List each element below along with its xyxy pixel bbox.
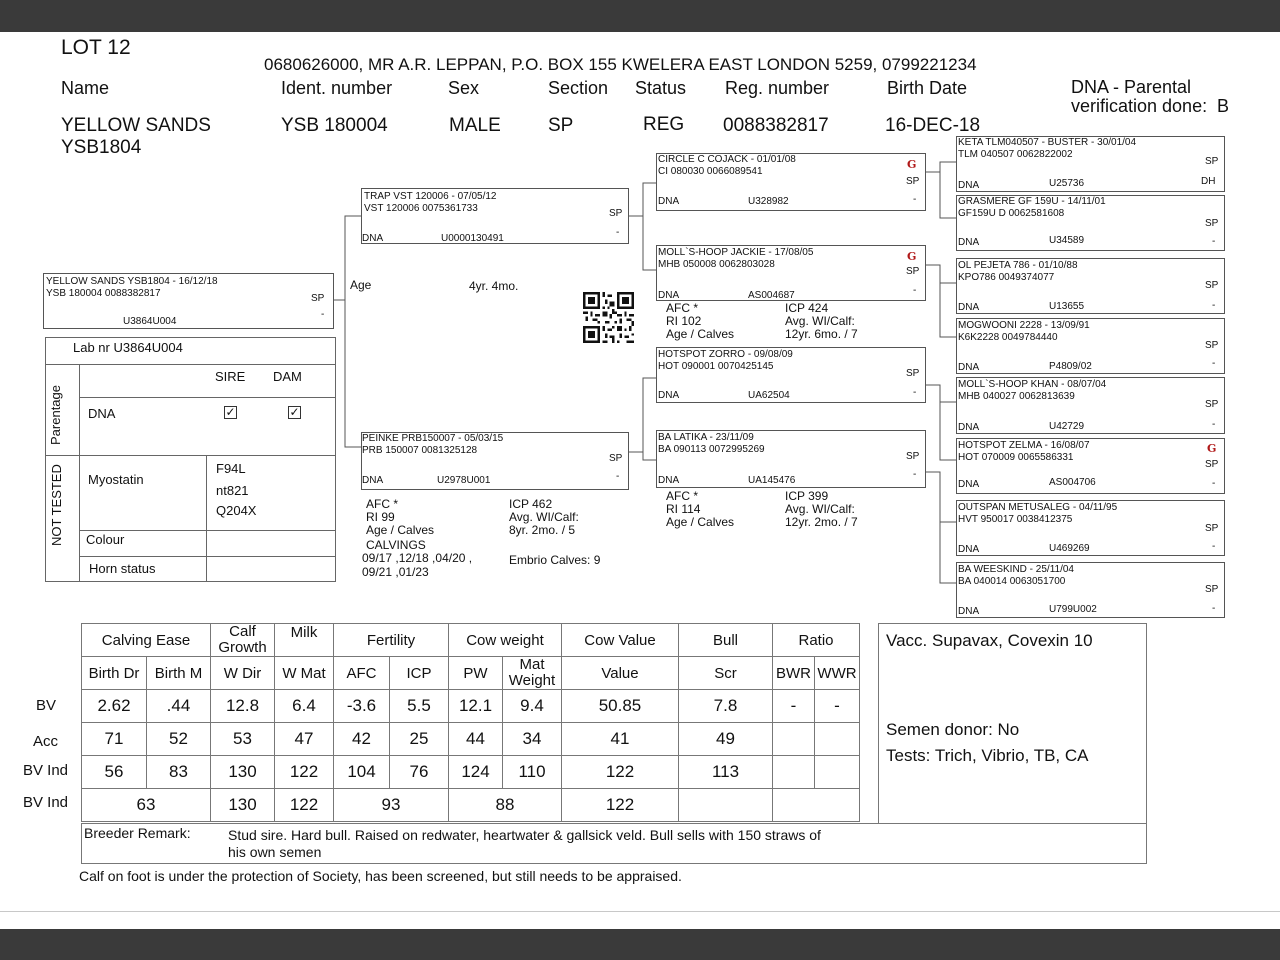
g1-title: KETA TLM040507 - BUSTER - 30/01/04 bbox=[958, 137, 1137, 148]
gp-box-7 bbox=[956, 500, 1225, 556]
group-cow-weight: Cow weight bbox=[449, 624, 562, 657]
parentage-label: Parentage bbox=[48, 385, 63, 445]
vaccination-info: Vacc. Supavax, Covexin 10 bbox=[886, 631, 1093, 650]
bv-cell: 6.4 bbox=[275, 690, 334, 723]
acc-row bbox=[82, 723, 860, 756]
col-reg: Reg. number bbox=[725, 78, 830, 98]
acc-cell: 71 bbox=[82, 723, 147, 756]
dam-dash: - bbox=[616, 471, 620, 482]
dd-wcalf: Avg. WI/Calf: bbox=[785, 502, 855, 516]
myostatin-q204x: Q204X bbox=[216, 503, 257, 518]
ds-section: SP bbox=[906, 368, 920, 379]
g2-section: SP bbox=[1205, 218, 1219, 229]
acc-cell: 34 bbox=[503, 723, 562, 756]
sd-section: SP bbox=[906, 266, 920, 277]
sub-scr: Scr bbox=[679, 657, 773, 690]
top-bar bbox=[0, 0, 1280, 32]
row-label-bv: BV bbox=[36, 697, 57, 714]
g5-dna: U42729 bbox=[1049, 421, 1085, 432]
group-bull: Bull bbox=[679, 624, 773, 657]
sire-column-label: SIRE bbox=[215, 369, 246, 384]
g4-section: SP bbox=[1205, 340, 1219, 351]
not-tested-label: NOT TESTED bbox=[49, 464, 64, 546]
ss-dna: U328982 bbox=[748, 196, 789, 207]
sire-dna-label: DNA bbox=[362, 233, 384, 244]
animal-section: SP bbox=[548, 115, 574, 136]
bv-sub-header-row bbox=[82, 657, 860, 690]
g7-title: OUTSPAN METUSALEG - 04/11/95 bbox=[958, 502, 1118, 513]
owner-details: 0680626000, MR A.R. LEPPAN, P.O. BOX 155 KWELERA EAST LONDON 5259, 0799221234 bbox=[264, 55, 977, 74]
sire-box bbox=[361, 188, 629, 244]
bv-ind-cell: 83 bbox=[147, 756, 211, 789]
g6-section: SP bbox=[1205, 459, 1219, 470]
sd-dna: AS004687 bbox=[748, 290, 795, 301]
breeder-remark-line-1: Stud sire. Hard bull. Raised on redwater, heartwater & gallsick veld. Bull sells with 150 straws of bbox=[228, 827, 821, 843]
sire-dam-box bbox=[656, 245, 926, 301]
bv-cell: 2.62 bbox=[82, 690, 147, 723]
lab-number: Lab nr U3864U004 bbox=[73, 340, 183, 355]
g3-ids: KPO786 0049374077 bbox=[958, 272, 1055, 283]
colour-label: Colour bbox=[86, 532, 125, 547]
acc-cell: 52 bbox=[147, 723, 211, 756]
sd-ri: RI 102 bbox=[666, 314, 702, 328]
gp-box-5 bbox=[956, 377, 1225, 434]
sd-icp: ICP 424 bbox=[785, 301, 829, 315]
group-fertility: Fertility bbox=[334, 624, 449, 657]
bv-ind-cell: 122 bbox=[275, 756, 334, 789]
bv-ind-cell: 104 bbox=[334, 756, 390, 789]
self-pedigree-box bbox=[43, 273, 334, 329]
breed-logo-icon: G bbox=[1207, 442, 1217, 455]
col-name: Name bbox=[61, 78, 110, 98]
bv-ind-group-cell: 122 bbox=[562, 789, 679, 822]
dam-dna-checkbox: ✓ bbox=[289, 405, 300, 419]
dam-icp: ICP 462 bbox=[509, 497, 553, 511]
myostatin-f94l: F94L bbox=[216, 461, 246, 476]
gp-box-1 bbox=[956, 136, 1225, 192]
bv-cell: - bbox=[815, 690, 860, 723]
animal-name-2: YSB1804 bbox=[61, 137, 142, 158]
dam-calvings-label: CALVINGS bbox=[366, 538, 426, 552]
dam-title: PEINKE PRB150007 - 05/03/15 bbox=[362, 433, 504, 444]
bv-ind-cell: 110 bbox=[503, 756, 562, 789]
g6-ids: HOT 070009 0065586331 bbox=[958, 452, 1074, 463]
col-birth: Birth Date bbox=[887, 78, 968, 98]
g5-title: MOLL`S-HOOP KHAN - 08/07/04 bbox=[958, 379, 1107, 390]
dna-parental-label-2: verification done: bbox=[1071, 96, 1208, 116]
sub-wwr: WWR bbox=[815, 657, 860, 690]
bv-ind-group-row bbox=[82, 789, 860, 822]
bv-ind-cell: 130 bbox=[211, 756, 275, 789]
g4-ids: K6K2228 0049784440 bbox=[958, 332, 1058, 343]
self-ids: YSB 180004 0088382817 bbox=[46, 288, 161, 299]
dd-title: BA LATIKA - 23/11/09 bbox=[658, 432, 754, 443]
acc-cell: 44 bbox=[449, 723, 503, 756]
breed-logo-icon: G bbox=[907, 250, 917, 263]
g2-dash: - bbox=[1212, 236, 1216, 247]
self-dash: - bbox=[321, 309, 325, 320]
ds-dna-label: DNA bbox=[658, 390, 680, 401]
ss-section: SP bbox=[906, 176, 920, 187]
myostatin-nt821: nt821 bbox=[216, 483, 249, 498]
g4-title: MOGWOONI 2228 - 13/09/91 bbox=[958, 320, 1090, 331]
dam-ri: RI 99 bbox=[366, 510, 395, 524]
animal-ident: YSB 180004 bbox=[281, 115, 388, 136]
group-ratio: Ratio bbox=[773, 624, 860, 657]
bv-table bbox=[81, 623, 860, 822]
bv-cell: 9.4 bbox=[503, 690, 562, 723]
bv-cell: 12.1 bbox=[449, 690, 503, 723]
sire-dna-checkbox: ✓ bbox=[225, 405, 236, 419]
self-section: SP bbox=[311, 293, 325, 304]
g5-dna-label: DNA bbox=[958, 422, 980, 433]
bottom-bar bbox=[0, 929, 1280, 960]
footer-note: Calf on foot is under the protection of Society, has been screened, but still needs to be appraised. bbox=[79, 868, 682, 884]
bv-ind-group-cell: 88 bbox=[449, 789, 562, 822]
gp-box-8 bbox=[956, 562, 1225, 618]
acc-cell: 49 bbox=[679, 723, 773, 756]
col-ident: Ident. number bbox=[281, 78, 393, 98]
dd-dna-label: DNA bbox=[658, 475, 680, 486]
bv-cell: 7.8 bbox=[679, 690, 773, 723]
bv-row bbox=[82, 690, 860, 723]
col-status: Status bbox=[635, 78, 687, 98]
dam-calvings-1: 09/17 ,12/18 ,04/20 , bbox=[362, 551, 473, 565]
g7-ids: HVT 950017 0038412375 bbox=[958, 514, 1073, 525]
sub-afc: AFC bbox=[334, 657, 390, 690]
sire-sire-box bbox=[656, 153, 926, 211]
bv-ind-row bbox=[82, 756, 860, 789]
row-label-bv-ind-2: BV Ind bbox=[23, 794, 69, 811]
bv-ind-cell: 76 bbox=[390, 756, 449, 789]
bv-cell: -3.6 bbox=[334, 690, 390, 723]
acc-cell bbox=[815, 723, 860, 756]
g1-section: SP bbox=[1205, 156, 1219, 167]
bv-cell: 12.8 bbox=[211, 690, 275, 723]
semen-donor-info: Semen donor: No bbox=[886, 720, 1020, 739]
g1-ids: TLM 040507 0062822002 bbox=[958, 149, 1073, 160]
g8-section: SP bbox=[1205, 584, 1219, 595]
bv-cell: 5.5 bbox=[390, 690, 449, 723]
sub-mat-weight: Mat Weight bbox=[503, 657, 562, 690]
self-title: YELLOW SANDS YSB1804 - 16/12/18 bbox=[46, 276, 218, 287]
g8-ids: BA 040014 0063051700 bbox=[958, 576, 1066, 587]
animal-name: YELLOW SANDS bbox=[61, 115, 211, 136]
sd-dna-label: DNA bbox=[658, 290, 680, 301]
breed-logo-icon: G bbox=[907, 158, 917, 171]
g8-title: BA WEESKIND - 25/11/04 bbox=[958, 564, 1074, 575]
g3-title: OL PEJETA 786 - 01/10/88 bbox=[958, 260, 1078, 271]
sire-title: TRAP VST 120006 - 07/05/12 bbox=[364, 191, 497, 202]
ds-dash: - bbox=[913, 387, 917, 398]
gp-box-4 bbox=[956, 318, 1225, 374]
g6-dna: AS004706 bbox=[1049, 477, 1096, 488]
ss-ids: CI 080030 0066089541 bbox=[658, 166, 763, 177]
bv-ind-cell: 56 bbox=[82, 756, 147, 789]
bv-group-header-row bbox=[82, 624, 860, 657]
dam-dna: U2978U001 bbox=[437, 475, 491, 486]
sd-age-calves-value: 12yr. 6mo. / 7 bbox=[785, 327, 858, 341]
bv-ind-cell: 122 bbox=[562, 756, 679, 789]
bv-ind-cell: 113 bbox=[679, 756, 773, 789]
acc-cell: 41 bbox=[562, 723, 679, 756]
sd-dash: - bbox=[913, 285, 917, 296]
bv-cell: 50.85 bbox=[562, 690, 679, 723]
sub-w-mat: W Mat bbox=[275, 657, 334, 690]
acc-cell: 53 bbox=[211, 723, 275, 756]
g3-dna: U13655 bbox=[1049, 301, 1085, 312]
bv-cell: .44 bbox=[147, 690, 211, 723]
dam-wcalf: Avg. WI/Calf: bbox=[509, 510, 579, 524]
sub-bwr: BWR bbox=[773, 657, 815, 690]
dd-dash: - bbox=[913, 469, 917, 480]
myostatin-label: Myostatin bbox=[88, 472, 144, 487]
sub-w-dir: W Dir bbox=[211, 657, 275, 690]
dd-afc: AFC * bbox=[666, 489, 699, 503]
g3-dash: - bbox=[1212, 300, 1216, 311]
g6-title: HOTSPOT ZELMA - 16/08/07 bbox=[958, 440, 1090, 451]
breeder-remark-label: Breeder Remark: bbox=[84, 825, 191, 841]
age-value: 4yr. 4mo. bbox=[469, 279, 519, 293]
dam-box bbox=[361, 432, 629, 490]
sub-pw: PW bbox=[449, 657, 503, 690]
g5-dash: - bbox=[1212, 419, 1216, 430]
ss-dash: - bbox=[913, 194, 917, 205]
breeder-remark-line-2: his own semen bbox=[228, 844, 322, 860]
sd-age-calves: Age / Calves bbox=[666, 327, 735, 341]
qr-code-icon bbox=[582, 292, 635, 343]
g7-dna: U469269 bbox=[1049, 543, 1090, 554]
lot-number: LOT 12 bbox=[61, 36, 131, 59]
g8-dna: U799U002 bbox=[1049, 604, 1097, 615]
bv-ind-group-cell: 130 bbox=[211, 789, 275, 822]
g3-dna-label: DNA bbox=[958, 302, 980, 313]
g1-dna: U25736 bbox=[1049, 178, 1085, 189]
sire-ids: VST 120006 0075361733 bbox=[364, 203, 478, 214]
group-milk: Milk bbox=[275, 624, 334, 657]
acc-cell: 25 bbox=[390, 723, 449, 756]
ds-dna: UA62504 bbox=[748, 390, 790, 401]
bv-ind-group-cell: 122 bbox=[275, 789, 334, 822]
sd-wcalf: Avg. WI/Calf: bbox=[785, 314, 855, 328]
row-label-acc: Acc bbox=[33, 733, 59, 750]
g5-ids: MHB 040027 0062813639 bbox=[958, 391, 1075, 402]
dam-column-label: DAM bbox=[273, 369, 302, 384]
ss-title: CIRCLE C COJACK - 01/01/08 bbox=[658, 154, 796, 165]
row-label-bv-ind: BV Ind bbox=[23, 762, 69, 779]
bv-ind-cell bbox=[815, 756, 860, 789]
dd-section: SP bbox=[906, 451, 920, 462]
gp-box-3 bbox=[956, 258, 1225, 314]
g6-dash: - bbox=[1212, 478, 1216, 489]
dam-age-calves-value: 8yr. 2mo. / 5 bbox=[509, 523, 576, 537]
dam-sire-box bbox=[656, 347, 926, 403]
acc-cell: 47 bbox=[275, 723, 334, 756]
group-calving-ease: Calving Ease bbox=[82, 624, 211, 657]
g1-dna-label: DNA bbox=[958, 180, 980, 191]
dam-age-calves: Age / Calves bbox=[366, 523, 435, 537]
animal-status: REG bbox=[643, 114, 685, 135]
bv-ind-group-cell bbox=[773, 789, 860, 822]
tests-info: Tests: Trich, Vibrio, TB, CA bbox=[886, 746, 1089, 765]
sub-birth-m: Birth M bbox=[147, 657, 211, 690]
g7-section: SP bbox=[1205, 523, 1219, 534]
g3-section: SP bbox=[1205, 280, 1219, 291]
gp-box-6 bbox=[956, 438, 1225, 494]
g2-ids: GF159U D 0062581608 bbox=[958, 208, 1065, 219]
sd-title: MOLL`S-HOOP JACKIE - 17/08/05 bbox=[658, 247, 814, 258]
sub-birth-dr: Birth Dr bbox=[82, 657, 147, 690]
ds-title: HOTSPOT ZORRO - 09/08/09 bbox=[658, 349, 793, 360]
sire-dna: U0000130491 bbox=[441, 233, 504, 244]
animal-birth: 16-DEC-18 bbox=[885, 115, 981, 136]
col-section: Section bbox=[548, 78, 609, 98]
dd-age-calves-value: 12yr. 2mo. / 7 bbox=[785, 515, 858, 529]
dam-dna-label: DNA bbox=[362, 475, 384, 486]
age-label: Age bbox=[350, 278, 372, 292]
animal-sex: MALE bbox=[449, 115, 501, 136]
ss-dna-label: DNA bbox=[658, 196, 680, 207]
dd-dna: UA145476 bbox=[748, 475, 796, 486]
dam-calvings-2: 09/21 ,01/23 bbox=[362, 565, 429, 579]
col-sex: Sex bbox=[448, 78, 480, 98]
dna-parental-value: B bbox=[1217, 96, 1230, 116]
bv-ind-cell bbox=[773, 756, 815, 789]
dna-row-label: DNA bbox=[88, 406, 116, 421]
dd-icp: ICP 399 bbox=[785, 489, 829, 503]
sub-icp: ICP bbox=[390, 657, 449, 690]
bv-cell: - bbox=[773, 690, 815, 723]
sd-ids: MHB 050008 0062803028 bbox=[658, 259, 775, 270]
dd-ids: BA 090113 0072995269 bbox=[658, 444, 765, 455]
g8-dna-label: DNA bbox=[958, 606, 980, 617]
dam-ids: PRB 150007 0081325128 bbox=[362, 445, 478, 456]
g7-dash: - bbox=[1212, 541, 1216, 552]
acc-cell: 42 bbox=[334, 723, 390, 756]
gp-box-2 bbox=[956, 195, 1225, 251]
g4-dash: - bbox=[1212, 358, 1216, 369]
bv-ind-group-cell: 93 bbox=[334, 789, 449, 822]
animal-reg: 0088382817 bbox=[723, 115, 829, 136]
sire-dash: - bbox=[616, 227, 620, 238]
g4-dna: P4809/02 bbox=[1049, 361, 1092, 372]
bv-ind-group-cell bbox=[679, 789, 773, 822]
sd-afc: AFC * bbox=[666, 301, 699, 315]
group-cow-value: Cow Value bbox=[562, 624, 679, 657]
g5-section: SP bbox=[1205, 399, 1219, 410]
g2-dna-label: DNA bbox=[958, 237, 980, 248]
horn-status-label: Horn status bbox=[89, 561, 156, 576]
dam-afc: AFC * bbox=[366, 497, 399, 511]
sub-value: Value bbox=[562, 657, 679, 690]
bv-ind-cell: 124 bbox=[449, 756, 503, 789]
g6-dna-label: DNA bbox=[958, 479, 980, 490]
dna-parental-label: DNA - Parental bbox=[1071, 77, 1192, 97]
dd-ri: RI 114 bbox=[666, 502, 701, 516]
g8-dash: - bbox=[1212, 603, 1216, 614]
sire-section: SP bbox=[609, 208, 623, 219]
bottom-divider bbox=[0, 911, 1280, 912]
g1-extra: DH bbox=[1201, 176, 1216, 187]
acc-cell bbox=[773, 723, 815, 756]
g4-dna-label: DNA bbox=[958, 362, 980, 373]
g2-dna: U34589 bbox=[1049, 235, 1085, 246]
dd-age-calves: Age / Calves bbox=[666, 515, 735, 529]
g2-title: GRASMERE GF 159U - 14/11/01 bbox=[958, 196, 1106, 207]
group-calf-growth: Calf Growth bbox=[211, 624, 275, 657]
bv-ind-group-cell: 63 bbox=[82, 789, 211, 822]
ds-ids: HOT 090001 0070425145 bbox=[658, 361, 774, 372]
dam-dam-box bbox=[656, 430, 926, 488]
g7-dna-label: DNA bbox=[958, 544, 980, 555]
dam-embrio: Embrio Calves: 9 bbox=[509, 553, 601, 567]
self-dna: U3864U004 bbox=[123, 316, 177, 327]
dam-section: SP bbox=[609, 453, 623, 464]
